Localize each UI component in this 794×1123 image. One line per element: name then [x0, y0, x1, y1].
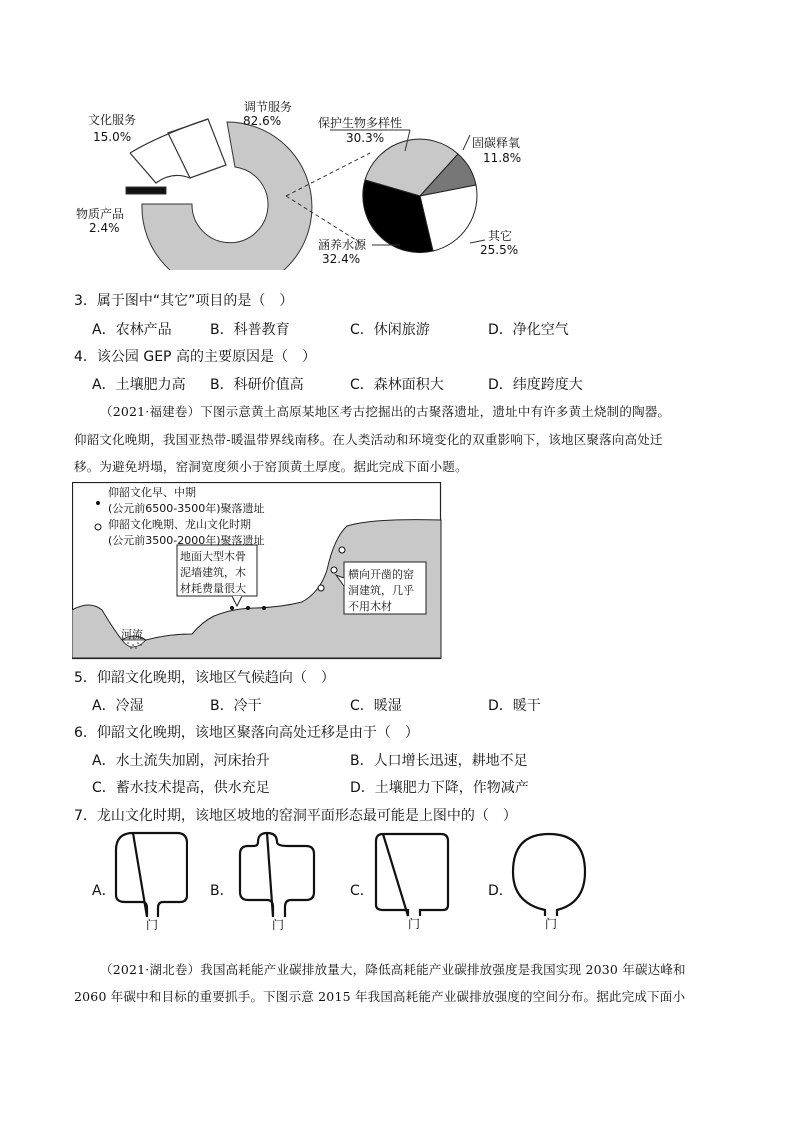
passage-hubei-line-1: （2021·湖北卷）我国高耗能产业碳排放量大，降低高耗能产业碳排放强度是我国实现 2030 年碳达峰和 [100, 962, 686, 977]
q4-option-d[interactable]: D．纬度跨度大 [488, 377, 583, 393]
q3-stem: 3．属于图中“其它”项目的是（ ） [74, 293, 294, 309]
pie-value-carbon: 11.8% [483, 151, 522, 165]
pie-value-water: 32.4% [322, 252, 361, 266]
q7-option-a[interactable]: A． [92, 883, 116, 899]
river-label: 河流 [121, 628, 143, 641]
donut-value-culture: 15.0% [93, 130, 132, 144]
q4-option-c[interactable]: C．森林面积大 [350, 377, 444, 393]
q3-option-a[interactable]: A．农林产品 [92, 322, 172, 338]
donut-value-regulate: 82.6% [243, 114, 282, 128]
pie-value-biodiversity: 30.3% [346, 131, 385, 145]
q7-option-d[interactable]: D． [488, 883, 513, 899]
q7-shape-d [505, 828, 600, 932]
donut-label-regulate: 调节服务 [244, 100, 293, 114]
q4-option-b[interactable]: B．科研价值高 [210, 377, 304, 393]
legend-late-line-2: (公元前3500-2000年)聚落遗址 [108, 534, 265, 547]
pie-chart [363, 139, 477, 252]
q6-option-d[interactable]: D．土壤肥力下降，作物减产 [350, 780, 529, 796]
pie-label-water: 涵养水源 [318, 238, 367, 252]
q7-door-label-b: 门 [272, 918, 285, 932]
q4-option-a[interactable]: A．土壤肥力高 [92, 377, 186, 393]
q7-stem: 7．龙山文化时期，该地区坡地的窑洞平面形态最可能是上图中的（ ） [74, 808, 517, 824]
pie-label-carbon: 固碳释氧 [472, 136, 521, 150]
donut-value-material: 2.4% [89, 221, 120, 235]
legend-early-line-2: (公元前6500-3500年)聚落遗址 [108, 502, 265, 515]
q5-stem: 5．仰韶文化晚期，该地区气候趋向（ ） [74, 670, 335, 686]
q7-option-b[interactable]: B． [210, 883, 234, 899]
legend-early-line-1: 仰韶文化早、中期 [108, 486, 196, 499]
callout-wood-line-1: 地面大型木骨 [180, 550, 246, 563]
q5-option-a[interactable]: A．冷湿 [92, 698, 144, 714]
donut-segment-material [126, 187, 166, 194]
passage-fujian-line-1: （2021·福建卷）下图示意黄土高原某地区考古挖掘出的古聚落遗址，遗址中有许多黄土烧制的陶器。 [100, 404, 671, 419]
q6-option-b[interactable]: B．人口增长迅速，耕地不足 [350, 753, 528, 769]
donut-label-culture: 文化服务 [88, 113, 137, 127]
legend-marker-late [95, 524, 101, 530]
donut-label-material: 物质产品 [76, 207, 125, 221]
donut-segment-culture [168, 119, 226, 178]
q3-option-b[interactable]: B．科普教育 [210, 322, 290, 338]
callout-wood-line-3: 材耗费量很大 [180, 582, 246, 595]
q7-door-label-c: 门 [408, 917, 421, 931]
q5-option-c[interactable]: C．暖湿 [350, 698, 402, 714]
q7-door-label-d: 门 [545, 917, 558, 931]
q3-option-c[interactable]: C．休闲旅游 [350, 322, 430, 338]
q5-option-d[interactable]: D．暖干 [488, 698, 541, 714]
q7-option-c[interactable]: C． [350, 883, 374, 899]
passage-hubei-line-2: 2060 年碳中和目标的重要抓手。下图示意 2015 年我国高耗能产业碳排放强度的空间分布。据此完成下面小 [74, 989, 686, 1004]
q7-shape-b [232, 830, 327, 932]
callout-wood-line-2: 泥墙建筑，木 [180, 566, 246, 579]
q6-option-c[interactable]: C．蓄水技术提高，供水充足 [92, 780, 270, 796]
q4-stem: 4．该公园 GEP 高的主要原因是（ ） [74, 349, 316, 365]
callout-cave-line-1: 横向开凿的窑 [348, 568, 414, 581]
legend-late-line-1: 仰韶文化晚期、龙山文化时期 [108, 518, 251, 531]
q7-door-label-a: 门 [146, 918, 159, 932]
q7-shape-a [108, 830, 188, 932]
q3-option-d[interactable]: D．净化空气 [488, 322, 569, 338]
q6-stem: 6．仰韶文化晚期，该地区聚落向高处迁移是由于（ ） [74, 725, 419, 741]
legend-marker-early [96, 501, 100, 505]
pie-value-other: 25.5% [480, 243, 519, 257]
pie-label-biodiversity: 保护生物多样性 [318, 116, 403, 130]
callout-cave-line-2: 洞建筑，几乎 [348, 584, 414, 597]
q5-option-b[interactable]: B．冷干 [210, 698, 262, 714]
passage-fujian-line-2: 仰韶文化晚期，我国亚热带-暖温带界线南移。在人类活动和环境变化的双重影响下，该地区聚落向高处迁 [74, 432, 663, 447]
callout-cave-line-3: 不用木材 [348, 600, 392, 613]
pie-label-other: 其它 [488, 229, 513, 243]
passage-fujian-line-3: 移。为避免坍塌，窑洞宽度须小于窑顶黄土厚度。据此完成下面小题。 [74, 459, 468, 474]
q7-shape-c [368, 828, 458, 932]
q6-option-a[interactable]: A．水土流失加剧，河床抬升 [92, 753, 270, 769]
